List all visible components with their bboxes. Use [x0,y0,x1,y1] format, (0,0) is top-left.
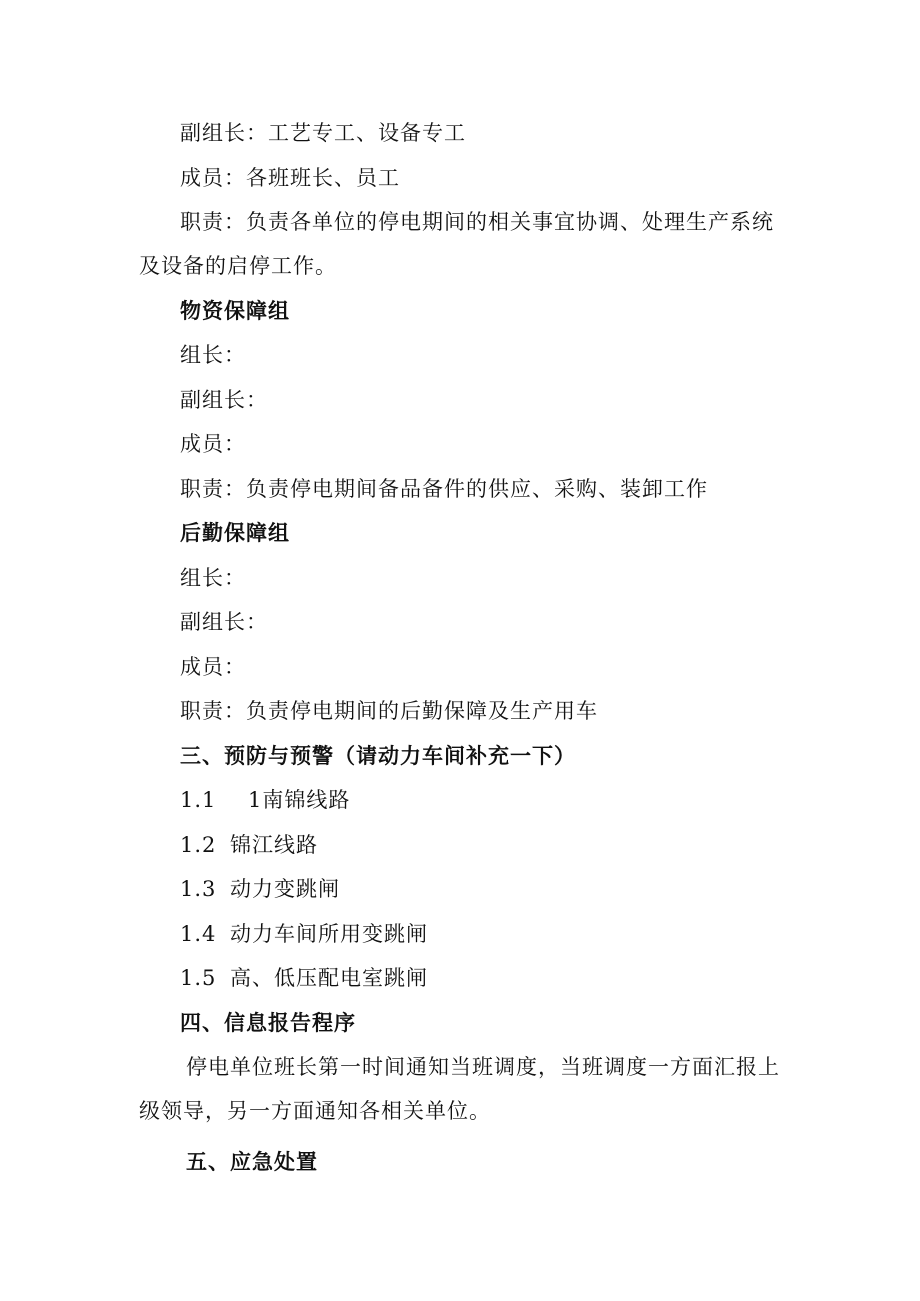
members-line: 成员：各班班长、员工 [180,166,400,190]
list-item-text: 动力变跳闸 [230,877,340,901]
members-line: 成员： [180,432,246,456]
list-item-number: 1.1 [180,788,217,812]
list-item-text: 1南锦线路 [248,788,351,812]
list-item [180,920,428,948]
list-item-text: 锦江线路 [230,833,318,857]
list-item [180,831,318,859]
section-heading-reporting: 四、信息报告程序 [180,1011,356,1035]
list-item-text: 高、低压配电室跳闸 [230,966,428,990]
section-heading-logistics: 后勤保障组 [180,521,290,545]
list-item [180,786,350,814]
duty-line: 职责：负责停电期间的后勤保障及生产用车 [180,699,598,723]
duty-line: 职责：负责各单位的停电期间的相关事宜协调、处理生产系统 [180,210,774,234]
leader-line: 组长： [180,343,246,367]
list-item-text: 动力车间所用变跳闸 [230,922,428,946]
deputy-leader-line: 副组长： [180,610,268,634]
paragraph-line: 停电单位班长第一时间通知当班调度，当班调度一方面汇报上 [186,1055,780,1079]
section-heading-emergency: 五、应急处置 [186,1150,318,1174]
section-heading-prevention: 三、预防与预警（请动力车间补充一下） [180,744,576,768]
list-item-number: 1.2 [180,833,217,857]
duty-line: 职责：负责停电期间备品备件的供应、采购、装卸工作 [180,477,708,501]
list-item-number: 1.4 [180,922,217,946]
paragraph-line-continued: 级领导，另一方面通知各相关单位。 [139,1099,491,1123]
duty-line-continued: 及设备的启停工作。 [139,254,337,278]
list-item-number: 1.3 [180,877,217,901]
deputy-leader-line: 副组长：工艺专工、设备专工 [180,121,466,145]
list-item-number: 1.5 [180,966,217,990]
list-item [180,875,340,903]
members-line: 成员： [180,655,246,679]
section-heading-supplies: 物资保障组 [180,299,290,323]
leader-line: 组长： [180,566,246,590]
list-item [180,964,428,992]
deputy-leader-line: 副组长： [180,388,268,412]
